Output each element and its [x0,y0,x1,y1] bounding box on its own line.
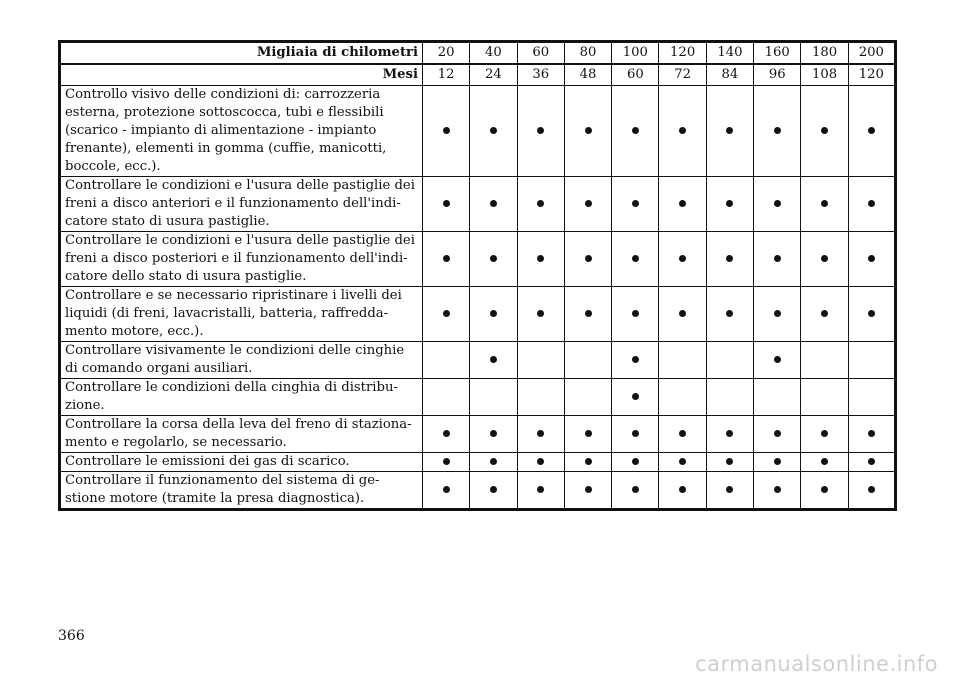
check-dot-icon [537,127,544,134]
interval-cell [754,453,801,472]
interval-cell [612,379,659,416]
interval-cell [706,472,753,510]
check-dot-icon [726,458,733,465]
interval-cell [801,287,848,342]
interval-cell [848,86,895,177]
check-dot-icon [443,430,450,437]
interval-cell [470,342,517,379]
check-dot-icon [821,127,828,134]
header-months-value: 60 [612,64,659,86]
interval-cell [848,453,895,472]
maintenance-row [60,177,896,232]
header-months-value: 96 [754,64,801,86]
interval-cell [801,177,848,232]
header-months-value: 84 [706,64,753,86]
check-dot-icon [821,310,828,317]
maintenance-description: Controllare le condizioni della cinghia di distribu- zione. [60,379,423,416]
header-km-value: 60 [517,42,564,65]
maintenance-description: Controllare la corsa della leva del freno di staziona- mento e regolarlo, se necessario. [60,416,423,453]
interval-cell [848,177,895,232]
interval-cell [754,177,801,232]
interval-cell [801,86,848,177]
check-dot-icon [774,458,781,465]
check-dot-icon [537,255,544,262]
interval-cell [423,86,470,177]
interval-cell [612,177,659,232]
check-dot-icon [585,486,592,493]
interval-cell [659,86,706,177]
interval-cell [754,472,801,510]
interval-cell [564,86,611,177]
check-dot-icon [585,127,592,134]
page-number: 366 [58,628,85,644]
check-dot-icon [726,486,733,493]
interval-cell [659,232,706,287]
check-dot-icon [632,430,639,437]
check-dot-icon [443,486,450,493]
interval-cell [517,86,564,177]
check-dot-icon [679,458,686,465]
interval-cell [706,86,753,177]
check-dot-icon [537,458,544,465]
interval-cell [470,416,517,453]
check-dot-icon [632,393,639,400]
header-months-value: 12 [423,64,470,86]
check-dot-icon [632,458,639,465]
interval-cell [423,232,470,287]
check-dot-icon [585,255,592,262]
check-dot-icon [443,127,450,134]
interval-cell [564,232,611,287]
interval-cell [564,177,611,232]
check-dot-icon [679,255,686,262]
maintenance-description: Controllare e se necessario ripristinare i livelli dei liquidi (di freni, lavacristalli, batteria, raffredda- mento motore, ecc.). [60,287,423,342]
maintenance-description: Controllare le condizioni e l'usura delle pastiglie dei freni a disco posteriori e il funzionamento dell'indi- catore dello stato di usura pastiglie. [60,232,423,287]
interval-cell [659,287,706,342]
interval-cell [659,379,706,416]
header-km-value: 20 [423,42,470,65]
interval-cell [659,177,706,232]
check-dot-icon [821,458,828,465]
header-months-value: 72 [659,64,706,86]
header-km-value: 40 [470,42,517,65]
interval-cell [564,342,611,379]
check-dot-icon [443,255,450,262]
interval-cell [612,453,659,472]
interval-cell [517,287,564,342]
interval-cell [706,287,753,342]
check-dot-icon [679,127,686,134]
interval-cell [564,453,611,472]
interval-cell [470,232,517,287]
interval-cell [564,472,611,510]
interval-cell [470,177,517,232]
check-dot-icon [868,255,875,262]
check-dot-icon [821,486,828,493]
check-dot-icon [632,486,639,493]
interval-cell [470,453,517,472]
interval-cell [470,472,517,510]
interval-cell [848,472,895,510]
header-km-label: Migliaia di chilometri [60,42,423,65]
check-dot-icon [821,255,828,262]
header-km-value: 160 [754,42,801,65]
check-dot-icon [726,430,733,437]
interval-cell [564,287,611,342]
interval-cell [706,342,753,379]
interval-cell [801,453,848,472]
check-dot-icon [774,310,781,317]
check-dot-icon [868,430,875,437]
interval-cell [612,342,659,379]
check-dot-icon [774,255,781,262]
maintenance-description: Controllare visivamente le condizioni delle cinghie di comando organi ausiliari. [60,342,423,379]
header-months-label: Mesi [60,64,423,86]
check-dot-icon [537,200,544,207]
check-dot-icon [490,458,497,465]
check-dot-icon [443,200,450,207]
header-months-value: 120 [848,64,895,86]
interval-cell [423,177,470,232]
interval-cell [848,287,895,342]
interval-cell [517,472,564,510]
interval-cell [517,453,564,472]
interval-cell [517,177,564,232]
interval-cell [659,453,706,472]
header-row-kilometers [60,42,896,65]
interval-cell [470,287,517,342]
check-dot-icon [490,127,497,134]
interval-cell [423,453,470,472]
interval-cell [470,86,517,177]
interval-cell [612,232,659,287]
maintenance-row [60,379,896,416]
interval-cell [612,472,659,510]
interval-cell [754,342,801,379]
check-dot-icon [443,458,450,465]
interval-cell [423,287,470,342]
interval-cell [706,232,753,287]
maintenance-row [60,416,896,453]
maintenance-row [60,453,896,472]
maintenance-description: Controllare il funzionamento del sistema di ge- stione motore (tramite la presa diagnostica). [60,472,423,510]
check-dot-icon [490,486,497,493]
interval-cell [706,416,753,453]
interval-cell [848,379,895,416]
maintenance-row [60,86,896,177]
maintenance-description: Controllare le condizioni e l'usura delle pastiglie dei freni a disco anteriori e il funzionamento dell'indi- catore stato di usura pastiglie. [60,177,423,232]
check-dot-icon [774,356,781,363]
check-dot-icon [774,127,781,134]
check-dot-icon [679,430,686,437]
interval-cell [612,86,659,177]
check-dot-icon [632,255,639,262]
interval-cell [423,472,470,510]
header-km-value: 120 [659,42,706,65]
check-dot-icon [774,430,781,437]
interval-cell [848,232,895,287]
interval-cell [848,342,895,379]
check-dot-icon [632,310,639,317]
check-dot-icon [490,430,497,437]
check-dot-icon [632,356,639,363]
check-dot-icon [726,127,733,134]
check-dot-icon [585,430,592,437]
check-dot-icon [585,310,592,317]
check-dot-icon [585,458,592,465]
interval-cell [706,379,753,416]
check-dot-icon [443,310,450,317]
interval-cell [423,342,470,379]
interval-cell [801,416,848,453]
check-dot-icon [585,200,592,207]
check-dot-icon [679,486,686,493]
interval-cell [564,416,611,453]
maintenance-row [60,472,896,510]
header-months-value: 108 [801,64,848,86]
maintenance-row [60,232,896,287]
check-dot-icon [726,310,733,317]
check-dot-icon [632,127,639,134]
check-dot-icon [537,430,544,437]
check-dot-icon [726,255,733,262]
maintenance-description: Controllare le emissioni dei gas di scarico. [60,453,423,472]
interval-cell [659,342,706,379]
header-months-value: 24 [470,64,517,86]
interval-cell [659,472,706,510]
interval-cell [754,232,801,287]
interval-cell [706,177,753,232]
check-dot-icon [537,486,544,493]
check-dot-icon [868,486,875,493]
check-dot-icon [774,200,781,207]
check-dot-icon [868,127,875,134]
header-km-value: 140 [706,42,753,65]
interval-cell [754,86,801,177]
interval-cell [706,453,753,472]
interval-cell [659,416,706,453]
interval-cell [470,379,517,416]
header-km-value: 100 [612,42,659,65]
interval-cell [801,342,848,379]
interval-cell [564,379,611,416]
interval-cell [848,416,895,453]
header-row-months [60,64,896,86]
interval-cell [517,416,564,453]
header-months-value: 48 [564,64,611,86]
maintenance-row [60,287,896,342]
interval-cell [423,416,470,453]
check-dot-icon [632,200,639,207]
check-dot-icon [868,458,875,465]
header-km-value: 180 [801,42,848,65]
check-dot-icon [726,200,733,207]
interval-cell [423,379,470,416]
interval-cell [801,232,848,287]
header-km-value: 200 [848,42,895,65]
interval-cell [801,379,848,416]
check-dot-icon [490,356,497,363]
maintenance-row [60,342,896,379]
check-dot-icon [490,310,497,317]
interval-cell [754,416,801,453]
interval-cell [754,379,801,416]
check-dot-icon [537,310,544,317]
check-dot-icon [868,310,875,317]
check-dot-icon [490,200,497,207]
check-dot-icon [490,255,497,262]
interval-cell [517,342,564,379]
interval-cell [612,416,659,453]
check-dot-icon [774,486,781,493]
check-dot-icon [679,310,686,317]
header-km-value: 80 [564,42,611,65]
check-dot-icon [868,200,875,207]
watermark: carmanualsonline.info [695,652,938,676]
maintenance-description: Controllo visivo delle condizioni di: carrozzeria esterna, protezione sottoscocca, tubi e flessibili (scarico - impianto di alimentazione - impianto frenante), elementi in gomma (cuffie, manicotti, boccole, ecc.). [60,86,423,177]
interval-cell [517,232,564,287]
interval-cell [612,287,659,342]
maintenance-schedule-table [58,40,897,511]
check-dot-icon [821,200,828,207]
interval-cell [801,472,848,510]
check-dot-icon [821,430,828,437]
check-dot-icon [679,200,686,207]
interval-cell [754,287,801,342]
header-months-value: 36 [517,64,564,86]
interval-cell [517,379,564,416]
